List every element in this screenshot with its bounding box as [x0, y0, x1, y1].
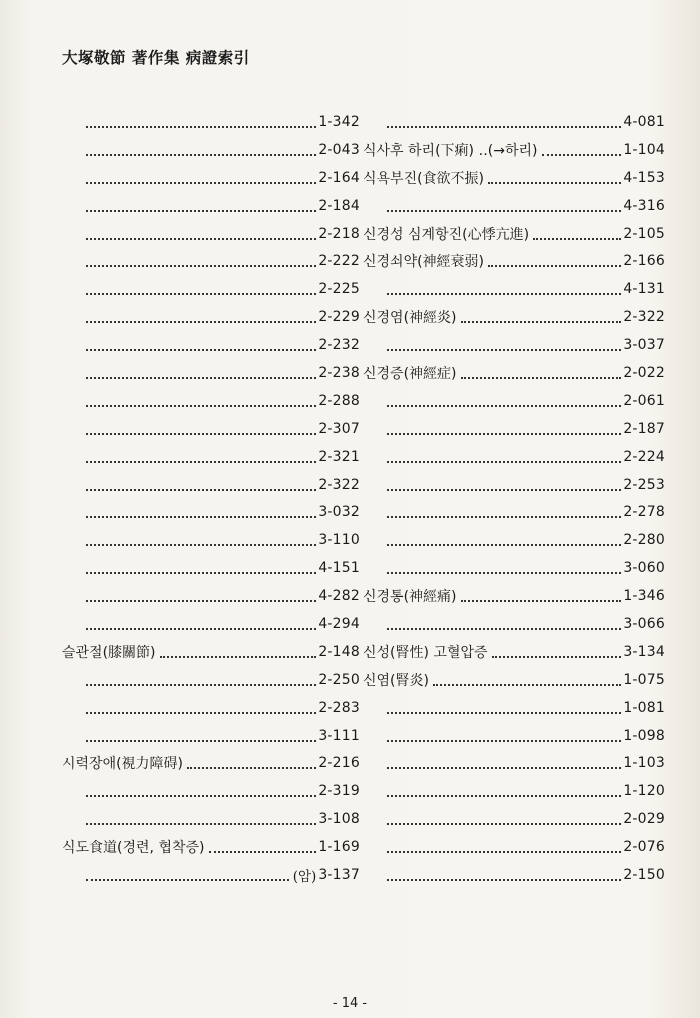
entry-page-reference: 2-043	[318, 141, 360, 158]
entry-page-reference: 3-037	[623, 337, 665, 354]
dot-leader	[387, 765, 621, 769]
entry-page-reference: 3-134	[623, 643, 665, 660]
entry-term: 신경쇠약(神經衰弱)	[363, 254, 485, 271]
dot-leader	[387, 124, 621, 128]
entry-page-reference: 2-105	[623, 225, 665, 242]
dot-leader	[86, 626, 316, 630]
dot-leader	[533, 236, 621, 240]
index-entry	[62, 833, 360, 861]
dot-leader	[387, 514, 621, 518]
dot-leader	[86, 542, 316, 546]
entry-note: (암)	[292, 868, 317, 885]
dot-leader	[387, 849, 621, 853]
index-entry	[84, 220, 360, 248]
entry-page-reference: 2-216	[318, 755, 360, 772]
index-entry	[84, 805, 360, 833]
index-entry	[385, 471, 665, 499]
dot-leader	[387, 459, 621, 463]
dot-leader	[209, 849, 317, 853]
index-entry	[363, 164, 665, 192]
entry-page-reference: 1-098	[623, 727, 665, 744]
index-entry	[84, 498, 360, 526]
dot-leader	[86, 347, 316, 351]
entry-page-reference: 2-322	[623, 309, 665, 326]
index-entry	[84, 275, 360, 303]
index-entry	[84, 443, 360, 471]
entry-term: 신경증(神經症)	[363, 365, 457, 382]
dot-leader	[86, 793, 316, 797]
index-entry	[363, 303, 665, 331]
index-entry	[385, 275, 665, 303]
dot-leader	[86, 152, 316, 156]
dot-leader	[86, 124, 316, 128]
index-entry	[84, 666, 360, 694]
entry-page-reference: 2-283	[318, 699, 360, 716]
dot-leader	[86, 738, 316, 742]
entry-page-reference: 3-111	[318, 727, 360, 744]
entry-term: 식도食道(경련, 협착증)	[62, 840, 205, 857]
entry-page-reference: 2-224	[623, 448, 665, 465]
index-entry	[84, 582, 360, 610]
dot-leader	[86, 821, 316, 825]
index-entry	[385, 722, 665, 750]
entry-page-reference: 3-060	[623, 560, 665, 577]
dot-leader	[387, 208, 621, 212]
dot-leader	[387, 403, 621, 407]
index-entry	[84, 164, 360, 192]
index-entry	[84, 415, 360, 443]
index-entry	[84, 471, 360, 499]
dot-leader	[387, 487, 621, 491]
index-entry	[385, 861, 665, 889]
index-entry	[84, 108, 360, 136]
entry-page-reference: 4-131	[623, 281, 665, 298]
index-entry	[385, 805, 665, 833]
dot-leader	[86, 877, 289, 881]
entry-page-reference: 2-232	[318, 337, 360, 354]
entry-page-reference: 1-120	[623, 783, 665, 800]
entry-page-reference: 2-238	[318, 364, 360, 381]
index-entry	[84, 331, 360, 359]
entry-page-reference: 2-184	[318, 197, 360, 214]
dot-leader	[387, 877, 621, 881]
dot-leader	[387, 710, 621, 714]
entry-page-reference: 3-032	[318, 504, 360, 521]
entry-page-reference: 2-150	[623, 866, 665, 883]
entry-page-reference: 3-108	[318, 811, 360, 828]
entry-page-reference: 4-294	[318, 615, 360, 632]
dot-leader	[86, 598, 316, 602]
dot-leader	[461, 598, 622, 602]
entry-page-reference: 3-110	[318, 532, 360, 549]
entry-page-reference: 1-081	[623, 699, 665, 716]
entry-page-reference: 2-029	[623, 811, 665, 828]
entry-page-reference: 2-280	[623, 532, 665, 549]
dot-leader	[187, 765, 316, 769]
index-entry	[62, 749, 360, 777]
entry-page-reference: 2-148	[318, 643, 360, 660]
dot-leader	[86, 431, 316, 435]
index-entry	[84, 777, 360, 805]
index-entry	[363, 220, 665, 248]
dot-leader	[86, 514, 316, 518]
dot-leader	[86, 180, 316, 184]
dot-leader	[461, 319, 622, 323]
index-entry	[385, 777, 665, 805]
entry-page-reference: 2-225	[318, 281, 360, 298]
index-column-right	[363, 108, 665, 889]
dot-leader	[86, 236, 316, 240]
index-entry	[385, 443, 665, 471]
entry-page-reference: 2-307	[318, 420, 360, 437]
entry-page-reference: 2-229	[318, 309, 360, 326]
dot-leader	[86, 710, 316, 714]
index-entry	[363, 638, 665, 666]
entry-page-reference: 2-076	[623, 839, 665, 856]
entry-page-reference: 4-153	[623, 169, 665, 186]
entry-page-reference: 4-151	[318, 560, 360, 577]
dot-leader	[433, 682, 621, 686]
entry-term: 신경염(神經炎)	[363, 310, 457, 327]
dot-leader	[86, 319, 316, 323]
index-entry	[84, 136, 360, 164]
entry-page-reference: 2-322	[318, 476, 360, 493]
entry-page-reference: 2-253	[623, 476, 665, 493]
dot-leader	[488, 180, 621, 184]
entry-page-reference: 1-169	[318, 839, 360, 856]
index-entry	[363, 247, 665, 275]
dot-leader	[86, 263, 316, 267]
entry-term: 신성(腎性) 고혈압증	[363, 644, 488, 661]
entry-page-reference: 3-066	[623, 615, 665, 632]
dot-leader	[387, 738, 621, 742]
index-entry	[363, 666, 665, 694]
page-header: 大塚敬節 著作集 病證索引	[62, 49, 250, 67]
entry-page-reference: 4-282	[318, 588, 360, 605]
index-entry	[385, 331, 665, 359]
entry-page-reference: 2-321	[318, 448, 360, 465]
dot-leader	[86, 459, 316, 463]
index-entry	[84, 610, 360, 638]
entry-term: 신경통(神經痛)	[363, 589, 457, 606]
entry-page-reference: 4-081	[623, 113, 665, 130]
dot-leader	[86, 487, 316, 491]
entry-term: 시력장애(視力障碍)	[62, 756, 184, 773]
index-entry	[84, 861, 360, 889]
dot-leader	[387, 570, 621, 574]
entry-term: 슬관절(膝關節)	[62, 644, 156, 661]
index-entry	[385, 610, 665, 638]
index-entry	[84, 554, 360, 582]
index-entry	[385, 749, 665, 777]
dot-leader	[461, 375, 622, 379]
index-entry	[363, 582, 665, 610]
dot-leader	[387, 431, 621, 435]
index-entry	[84, 359, 360, 387]
entry-page-reference: 1-342	[318, 113, 360, 130]
entry-page-reference: 1-104	[623, 141, 665, 158]
dot-leader	[387, 626, 621, 630]
dot-leader	[86, 682, 316, 686]
dot-leader	[488, 263, 621, 267]
index-entry	[385, 694, 665, 722]
entry-term: 식욕부진(食欲不振)	[363, 170, 485, 187]
entry-page-reference: 2-319	[318, 783, 360, 800]
dot-leader	[86, 375, 316, 379]
entry-page-reference: 3-137	[318, 866, 360, 883]
index-entry	[385, 108, 665, 136]
entry-page-reference: 2-288	[318, 392, 360, 409]
entry-page-reference: 2-061	[623, 392, 665, 409]
dot-leader	[387, 291, 621, 295]
page-number: - 14 -	[332, 996, 368, 1011]
dot-leader	[492, 654, 622, 658]
index-entry	[385, 554, 665, 582]
dot-leader	[387, 821, 621, 825]
index-entry	[84, 247, 360, 275]
dot-leader	[387, 793, 621, 797]
dot-leader	[86, 570, 316, 574]
index-entry	[84, 722, 360, 750]
entry-page-reference: 2-278	[623, 504, 665, 521]
entry-page-reference: 1-075	[623, 671, 665, 688]
entry-page-reference: 2-218	[318, 225, 360, 242]
dot-leader	[86, 291, 316, 295]
dot-leader	[86, 208, 316, 212]
index-entry	[385, 498, 665, 526]
index-entry	[363, 136, 665, 164]
entry-page-reference: 2-222	[318, 253, 360, 270]
index-entry	[84, 303, 360, 331]
entry-page-reference: 2-187	[623, 420, 665, 437]
index-entry	[62, 638, 360, 666]
index-entry	[84, 526, 360, 554]
dot-leader	[86, 403, 316, 407]
entry-term: 신경성 심계항진(心悸亢進)	[363, 226, 530, 243]
entry-page-reference: 4-316	[623, 197, 665, 214]
index-entry	[363, 359, 665, 387]
dot-leader	[160, 654, 317, 658]
index-entry	[385, 833, 665, 861]
index-entry	[84, 192, 360, 220]
dot-leader	[387, 542, 621, 546]
index-entry	[385, 192, 665, 220]
entry-term: 식사후 하리(下痢) ‥(→하리)	[363, 142, 538, 159]
entry-page-reference: 2-166	[623, 253, 665, 270]
index-entry	[385, 415, 665, 443]
index-column-left	[62, 108, 360, 889]
entry-page-reference: 1-346	[623, 588, 665, 605]
dot-leader	[387, 347, 621, 351]
entry-term: 신염(腎炎)	[363, 672, 429, 689]
dot-leader	[542, 152, 622, 156]
entry-page-reference: 1-103	[623, 755, 665, 772]
entry-page-reference: 2-250	[318, 671, 360, 688]
entry-page-reference: 2-022	[623, 364, 665, 381]
entry-page-reference: 2-164	[318, 169, 360, 186]
index-entry	[385, 526, 665, 554]
index-entry	[84, 694, 360, 722]
index-entry	[84, 387, 360, 415]
index-entry	[385, 387, 665, 415]
